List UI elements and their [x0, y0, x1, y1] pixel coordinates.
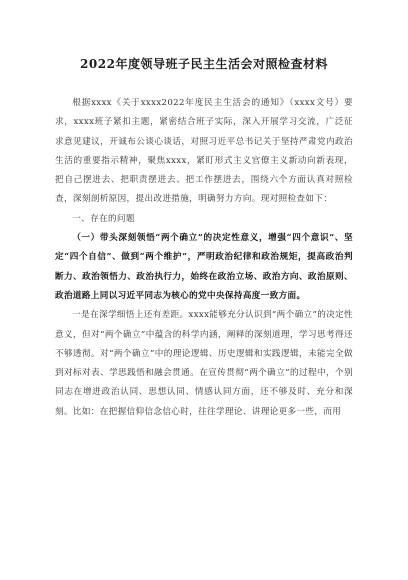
- intro-paragraph: 根据xxxx《关于xxxx2022年度民主生活会的通知》（xxxx文号）要求，xxxx班子紧扣主题，紧密结合班子实际，深入开展学习交流，广泛征求意见建议，开诚布公谈心谈话，对照习近平总书记关于坚持严肃党内政治生活的重要指示精神，聚焦xxxx，紧盯形式主义官僚主义新动向新表现，把自己摆进去、把职责摆进去、把工作摆进去，围绕六个方面认真对照检查，深刻剖析原因，提出改进措施，明确努力方向。现对照检查如下：: [55, 98, 353, 205]
- section-heading: 一、存在的问题: [72, 213, 135, 224]
- body-paragraph: 一是在深学细悟上还有差距。xxxx能够充分认识到“两个确立”的决定性意义，但对“两个确立”中蕴含的科学内涵，阐释的深刻道理，学习思考得还不够透彻。对“两个确立”中的理论逻辑、历史逻辑和实践逻辑，未能完全做到对标对表、学思践悟和融会贯通。在宣传贯彻“两个确立”的过程中，个别同志在增进政治认同、思想认同、情感认同方面，还不够及时、充分和深刻。比如：在把握信仰信念信心时，往往学理论、讲理论更多一些，而用: [55, 310, 353, 417]
- document-title: 2022年度领导班子民主生活会对照检查材料: [80, 57, 328, 71]
- subsection-heading: （一）带头深刻领悟“两个确立”的决定性意义，增强“四个意识”、坚定“四个自信”、做到“两个维护”，严明政治纪律和政治规矩，提高政治判断力、政治领悟力、政治执行力，始终在政治立场、政治方向、政治原则、政治道路上同以习近平同志为核心的党中央保持高度一致方面。: [55, 233, 353, 301]
